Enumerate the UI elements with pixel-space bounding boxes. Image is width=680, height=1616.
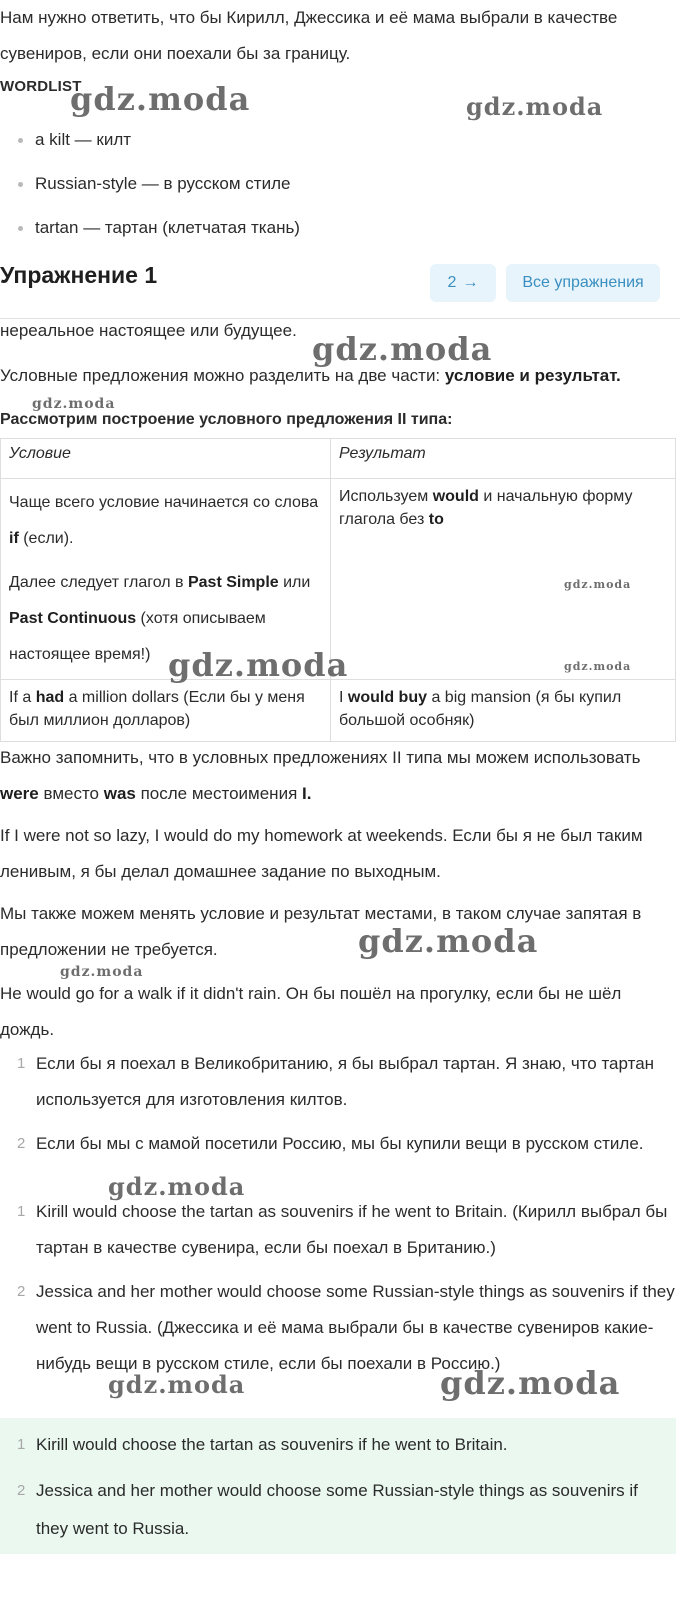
condition-rule-1: Чаще всего условие начинается со слова if (если). <box>9 494 319 547</box>
next-exercise-button[interactable] <box>430 264 496 302</box>
intro-paragraph: Нам нужно ответить, что бы Кирилл, Джессика и её мама выбрали в качестве сувениров, если они поехали бы за границу. <box>0 8 618 63</box>
watermark-logo: gdz.moda <box>70 80 251 118</box>
all-exercises-button[interactable]: Все упражнения <box>506 264 660 302</box>
watermark-logo: gdz.moda <box>440 1364 621 1402</box>
theory-paragraph: Условные предложения можно разделить на две части: условие и результат. <box>0 366 621 385</box>
next-exercise-label: 2 <box>447 274 457 291</box>
list-item: 2 Если бы мы с мамой посетили Россию, мы бы купили вещи в русском стиле. <box>17 1134 644 1153</box>
watermark-logo: gdz.moda <box>32 396 116 412</box>
table-example-condition: If a had a million dollars (Если бы у меня был миллион долларов) <box>1 680 331 742</box>
watermark-logo: gdz.moda <box>108 1370 246 1399</box>
table-header-result: Результат <box>331 439 676 479</box>
english-list <box>0 1194 676 1390</box>
list-item: 1 Если бы я поехал в Великобританию, я бы выбрал тартан. Я знаю, что тартан используется для изготовления килтов. <box>17 1054 655 1109</box>
arrow-right-icon: → <box>462 274 479 291</box>
bullet-icon <box>18 226 23 231</box>
watermark-logo: gdz.moda <box>312 330 493 368</box>
exercise-title: Упражнение 1 <box>0 262 158 288</box>
list-item: 1 Kirill would choose the tartan as souvenirs if he went to Britain. (Кирилл выбрал бы тартан в качестве сувенира, если бы поехал в Британию.) <box>17 1202 668 1257</box>
watermark-logo: gdz.moda <box>108 1172 246 1201</box>
watermark-logo: gdz.moda <box>60 964 144 980</box>
condition-rule-2: Далее следует глагол в Past Simple или Past Continuous (хотя описываем настоящее время!) <box>9 574 311 663</box>
answer-box <box>0 1418 676 1554</box>
note-paragraph: He would go for a walk if it didn't rain. Он бы пошёл на прогулку, если бы не шёл дождь. <box>0 984 622 1039</box>
list-item: 2 Jessica and her mother would choose some Russian-style things as souvenirs if they went to Russia. (Джессика и её мама выбрали бы в качестве сувениров какие-нибудь вещи в русском стиле, если бы поехали в Россию.) <box>17 1282 675 1373</box>
theory-heading: Рассмотрим построение условного предложения II типа: <box>0 411 453 428</box>
theory-paragraph: нереальное настоящее или будущее. <box>0 321 297 340</box>
watermark-logo: gdz.moda <box>358 922 539 960</box>
wordlist-title: WORDLIST <box>0 78 82 95</box>
bullet-icon <box>18 182 23 187</box>
watermark-logo: gdz.moda <box>564 578 632 591</box>
note-paragraph: Мы также можем менять условие и результат местами, в таком случае запятая в предложении не требуется. <box>0 904 642 959</box>
result-rule: Используем would и начальную форму глагола без to <box>339 488 633 528</box>
note-paragraph: Важно запомнить, что в условных предложениях II типа мы можем использовать were вместо was после местоимения I. <box>0 748 641 803</box>
watermark-logo: gdz.moda <box>168 646 349 684</box>
answer-item: 1 Kirill would choose the tartan as souvenirs if he went to Britain. <box>17 1435 508 1454</box>
answer-item: 2 Jessica and her mother would choose some Russian-style things as souvenirs if they went to Russia. <box>17 1481 638 1538</box>
translation-list <box>0 1046 676 1170</box>
watermark-logo: gdz.moda <box>564 660 632 673</box>
watermark-logo: gdz.moda <box>466 92 604 121</box>
table-example-result: I would buy a big mansion (я бы купил большой особняк) <box>331 680 676 742</box>
bullet-icon <box>18 138 23 143</box>
table-header-condition: Условие <box>1 439 331 479</box>
note-paragraph: If I were not so lazy, I would do my homework at weekends. Если бы я не был таким ленивым, я бы делал домашнее задание по выходным. <box>0 826 643 881</box>
